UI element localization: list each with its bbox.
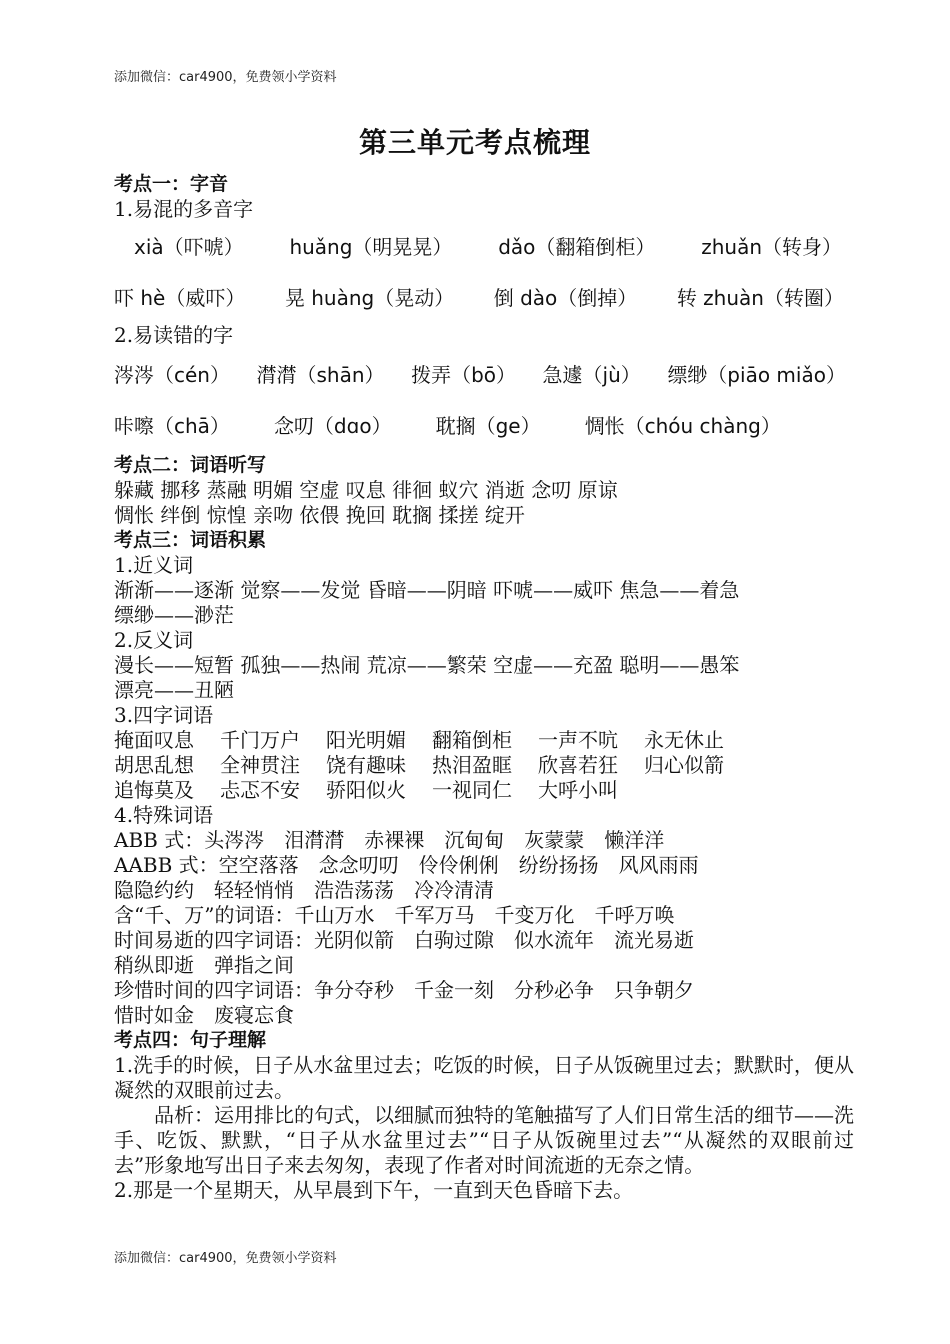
- subheading-antonyms: 2.反义词: [114, 628, 194, 652]
- pinyin-item: 拨弄（bō）: [411, 363, 517, 387]
- word-cell: 忐忑不安: [220, 778, 300, 802]
- pinyin-item: 晃 huàng（晃动）: [284, 286, 455, 310]
- word-cell: 饶有趣味: [326, 753, 406, 777]
- word-cell: 欣喜若狂: [538, 753, 618, 777]
- subheading-polyphonic: 1.易混的多音字: [114, 197, 254, 221]
- synonyms-line-2: 缥缈——渺茫: [114, 603, 234, 627]
- pinyin-row-4: [114, 410, 854, 439]
- pinyin-row-1: [114, 231, 854, 260]
- word-cell: 千门万户: [220, 728, 300, 752]
- word-cell: [644, 778, 724, 803]
- pinyin-item: huǎng（明晃晃）: [289, 235, 453, 259]
- word-cell: 热泪盈眶: [432, 753, 512, 777]
- pinyin-item: 惆怅（chóu chàng）: [584, 414, 781, 438]
- special-line-5: 时间易逝的四字词语：光阴似箭 白驹过隙 似水流年 流光易逝: [114, 928, 694, 952]
- word-cell: 骄阳似火: [326, 778, 406, 802]
- subheading-four-char: 3.四字词语: [114, 703, 214, 727]
- section-heading-1: 考点一：字音: [114, 173, 229, 195]
- pinyin-item: 吓 hè（威吓）: [114, 286, 246, 310]
- special-line-1: ABB 式：头涔涔 泪潸潸 赤裸裸 沉甸甸 灰蒙蒙 懒洋洋: [114, 828, 665, 852]
- special-line-4: 含“千、万”的词语：千山万水 千军万马 千变万化 千呼万唤: [114, 903, 675, 927]
- word-cell: 永无休止: [644, 728, 724, 752]
- word-cell: 翻箱倒柜: [432, 728, 512, 752]
- page-title: 第三单元考点梳理: [358, 126, 591, 159]
- section-heading-2: 考点二：词语听写: [114, 454, 267, 476]
- word-cell: 全神贯注: [220, 753, 300, 777]
- pinyin-row-3: [114, 359, 854, 388]
- pinyin-item: 倒 dào（倒掉）: [493, 286, 638, 310]
- special-line-7: 珍惜时间的四字词语：争分夺秒 千金一刻 分秒必争 只争朝夕: [114, 978, 694, 1002]
- pinyin-item: 耽搁（ge）: [435, 414, 541, 438]
- pinyin-item: 咔嚓（chā）: [114, 414, 230, 438]
- page-header: 添加微信：car4900，免费领小学资料: [114, 70, 337, 85]
- document-body: [114, 172, 854, 1203]
- dictation-line-2: 惆怅 绊倒 惊惶 亲吻 依偎 挽回 耽搁 揉搓 绽开: [114, 503, 525, 527]
- word-cell: 阳光明媚: [326, 728, 406, 752]
- four-char-words-grid: [114, 728, 854, 803]
- special-line-3: 隐隐约约 轻轻悄悄 浩浩荡荡 冷冷清清: [114, 878, 494, 902]
- dictation-line-1: 躲藏 挪移 蒸融 明媚 空虚 叹息 徘徊 蚁穴 消逝 念叨 原谅: [114, 478, 618, 502]
- sentence-1: 1.洗手的时候，日子从水盆里过去；吃饭的时候，日子从饭碗里过去；默默时，便从凝然的双眼前过去。: [114, 1053, 854, 1102]
- word-cell: 追悔莫及: [114, 778, 194, 802]
- word-cell: 一声不吭: [538, 728, 618, 752]
- subheading-misread: 2.易读错的字: [114, 323, 234, 347]
- special-line-2: AABB 式：空空落落 念念叨叨 伶伶俐俐 纷纷扬扬 风风雨雨: [114, 853, 699, 877]
- sentence-2: 2.那是一个星期天，从早晨到下午，一直到天色昏暗下去。: [114, 1178, 634, 1202]
- antonyms-line-2: 漂亮——丑陋: [114, 678, 234, 702]
- synonyms-line-1: 渐渐——逐渐 觉察——发觉 昏暗——阴暗 吓唬——威吓 焦急——着急: [114, 578, 740, 602]
- pinyin-item: 缥缈（piāo miǎo）: [667, 363, 846, 387]
- special-line-6: 稍纵即逝 弹指之间: [114, 953, 294, 977]
- word-cell: 归心似箭: [644, 753, 724, 777]
- word-cell: 掩面叹息: [114, 728, 194, 752]
- word-cell: 胡思乱想: [114, 753, 194, 777]
- pinyin-row-2: [114, 282, 854, 311]
- pinyin-item: 涔涔（cén）: [114, 363, 230, 387]
- pinyin-item: 潸潸（shān）: [256, 363, 385, 387]
- subheading-special: 4.特殊词语: [114, 803, 214, 827]
- page-footer: 添加微信：car4900，免费领小学资料: [114, 1251, 337, 1266]
- section-heading-4: 考点四：句子理解: [114, 1029, 267, 1051]
- word-cell: 大呼小叫: [538, 778, 618, 802]
- pinyin-item: 念叨（dɑo）: [273, 414, 392, 438]
- pinyin-item: 急遽（jù）: [542, 363, 641, 387]
- special-line-8: 惜时如金 废寝忘食: [114, 1003, 294, 1027]
- pinyin-item: dǎo（翻箱倒柜）: [498, 235, 656, 259]
- antonyms-line-1: 漫长——短暂 孤独——热闹 荒凉——繁荣 空虚——充盈 聪明——愚笨: [114, 653, 740, 677]
- section-heading-3: 考点三：词语积累: [114, 529, 267, 551]
- subheading-synonyms: 1.近义词: [114, 553, 194, 577]
- word-cell: 一视同仁: [432, 778, 512, 802]
- pinyin-item: 转 zhuàn（转圈）: [676, 286, 844, 310]
- analysis-paragraph: 品析：运用排比的句式，以细腻而独特的笔触描写了人们日常生活的细节——洗手、吃饭、默默，“日子从水盆里过去”“日子从饭碗里过去”“从凝然的双眼前过去”形象地写出日子来去匆匆，表现了作者对时间流逝的无奈之情。: [114, 1103, 854, 1177]
- pinyin-item: zhuǎn（转身）: [701, 235, 842, 259]
- pinyin-item: xià（吓唬）: [134, 235, 244, 259]
